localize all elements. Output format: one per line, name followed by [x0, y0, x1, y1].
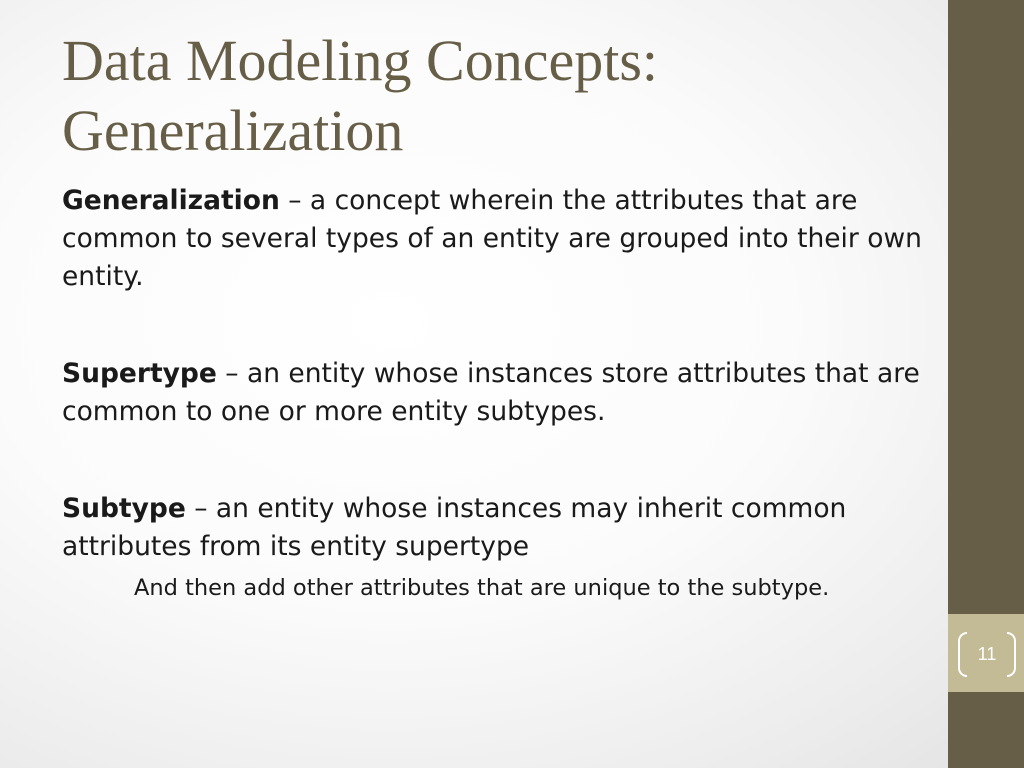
- definition-subtype-text: – an entity whose instances may inherit common attributes from its entity supertype: [62, 493, 847, 562]
- slide-title: [62, 26, 932, 166]
- slide-body: [62, 182, 922, 604]
- subtype-sub-bullet: And then add other attributes that are unique to the subtype.: [134, 575, 830, 601]
- page-number-text: 11: [977, 644, 997, 664]
- slide-title-line-2: Generalization: [62, 98, 404, 163]
- definition-generalization-text: – a concept wherein the attributes that are common to several types of an entity are grouped into their own entity.: [62, 185, 922, 292]
- definition-supertype-text: – an entity whose instances store attributes that are common to one or more entity subtypes.: [62, 358, 920, 427]
- term-supertype: Supertype: [62, 358, 217, 389]
- slide-title-line-1: Data Modeling Concepts:: [62, 28, 659, 93]
- definition-generalization: [62, 182, 922, 296]
- page-number: [958, 632, 1016, 677]
- term-generalization: Generalization: [62, 185, 280, 216]
- term-subtype: Subtype: [62, 493, 186, 524]
- definition-subtype: [62, 490, 922, 566]
- definition-supertype: [62, 355, 922, 431]
